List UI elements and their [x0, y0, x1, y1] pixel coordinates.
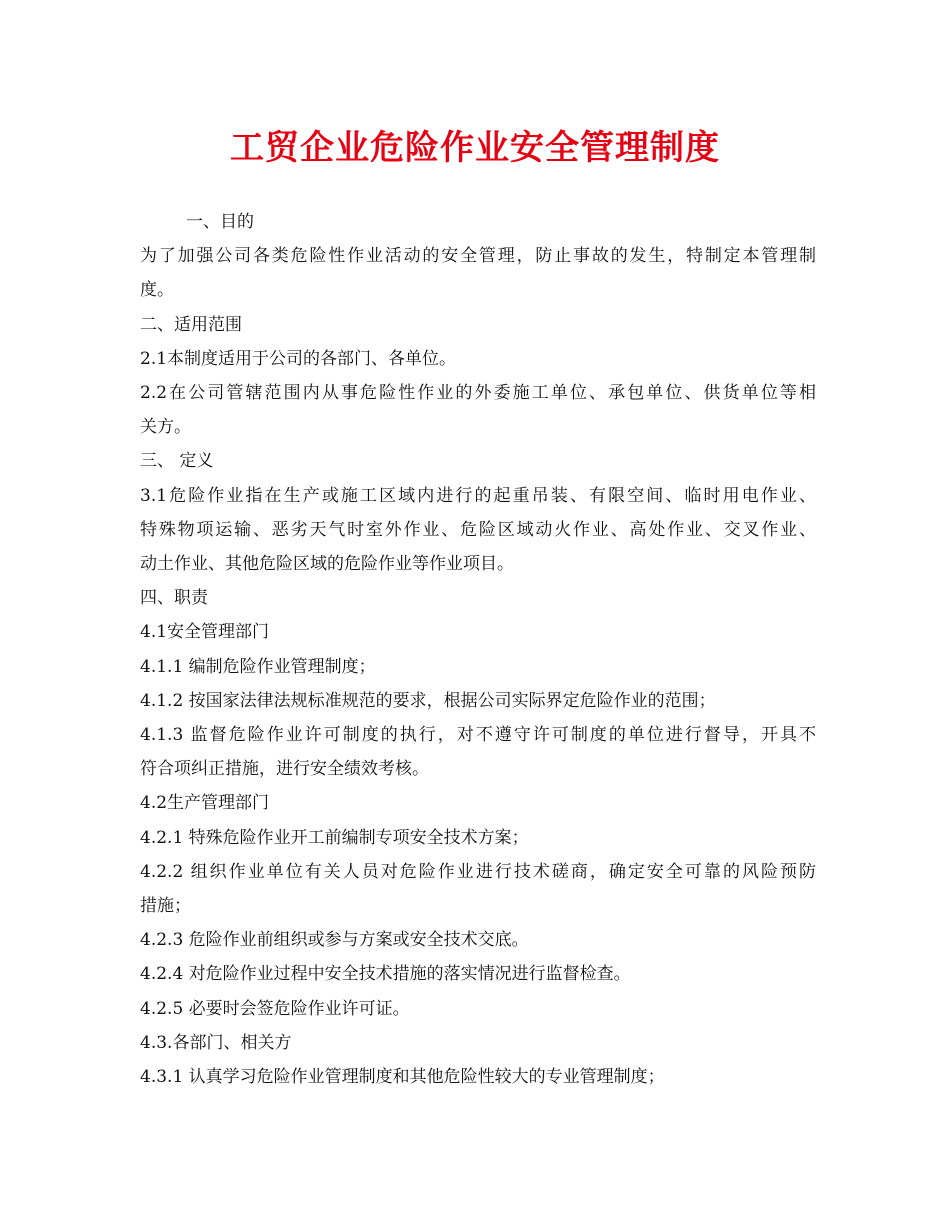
document-body	[140, 205, 816, 1094]
paragraph-line: 4.2.3 危险作业前组织或参与方案或安全技术交底。	[140, 930, 529, 951]
section-heading-definition: 三、 定义	[140, 451, 214, 472]
paragraph-line: 度。	[140, 280, 174, 301]
paragraph-line: 符合项纠正措施，进行安全绩效考核。	[140, 759, 429, 780]
paragraph-line: 4.3.1 认真学习危险作业管理制度和其他危险性较大的专业管理制度；	[140, 1067, 665, 1088]
subsection-heading: 4.1安全管理部门	[140, 622, 270, 643]
paragraph-line: 2.2在公司管辖范围内从事危险性作业的外委施工单位、承包单位、供货单位等相	[140, 383, 816, 404]
paragraph-line: 4.1.1 编制危险作业管理制度；	[140, 656, 376, 677]
subsection-heading: 4.2生产管理部门	[140, 793, 270, 814]
paragraph-line: 4.1.2 按国家法律法规标准规范的要求，根据公司实际界定危险作业的范围；	[140, 690, 716, 711]
paragraph-line: 措施；	[140, 896, 191, 917]
paragraph-line: 关方。	[140, 417, 191, 438]
document-title: 工贸企业危险作业安全管理制度	[230, 128, 720, 168]
paragraph-line: 4.2.2 组织作业单位有关人员对危险作业进行技术磋商，确定安全可靠的风险预防	[140, 861, 816, 882]
paragraph-line: 3.1危险作业指在生产或施工区域内进行的起重吊装、有限空间、临时用电作业、	[140, 485, 816, 506]
paragraph-line: 为了加强公司各类危险性作业活动的安全管理，防止事故的发生，特制定本管理制	[140, 246, 816, 267]
section-heading-purpose: 一、目的	[186, 212, 254, 232]
paragraph-line: 2.1本制度适用于公司的各部门、各单位。	[140, 348, 457, 369]
subsection-heading: 4.3.各部门、相关方	[140, 1032, 292, 1053]
paragraph-line: 4.2.4 对危险作业过程中安全技术措施的落实情况进行监督检查。	[140, 964, 631, 985]
section-heading-scope: 二、适用范围	[140, 314, 242, 335]
paragraph-line: 特殊物项运输、恶劣天气时室外作业、危险区域动火作业、高处作业、交叉作业、	[140, 519, 816, 540]
paragraph-line: 4.2.5 必要时会签危险作业许可证。	[140, 998, 410, 1019]
section-heading-duties: 四、职责	[140, 588, 208, 609]
paragraph-line: 动土作业、其他危险区域的危险作业等作业项目。	[140, 554, 514, 575]
paragraph-line: 4.2.1 特殊危险作业开工前编制专项安全技术方案；	[140, 827, 529, 848]
paragraph-line: 4.1.3 监督危险作业许可制度的执行，对不遵守许可制度的单位进行督导，开具不	[140, 725, 816, 746]
